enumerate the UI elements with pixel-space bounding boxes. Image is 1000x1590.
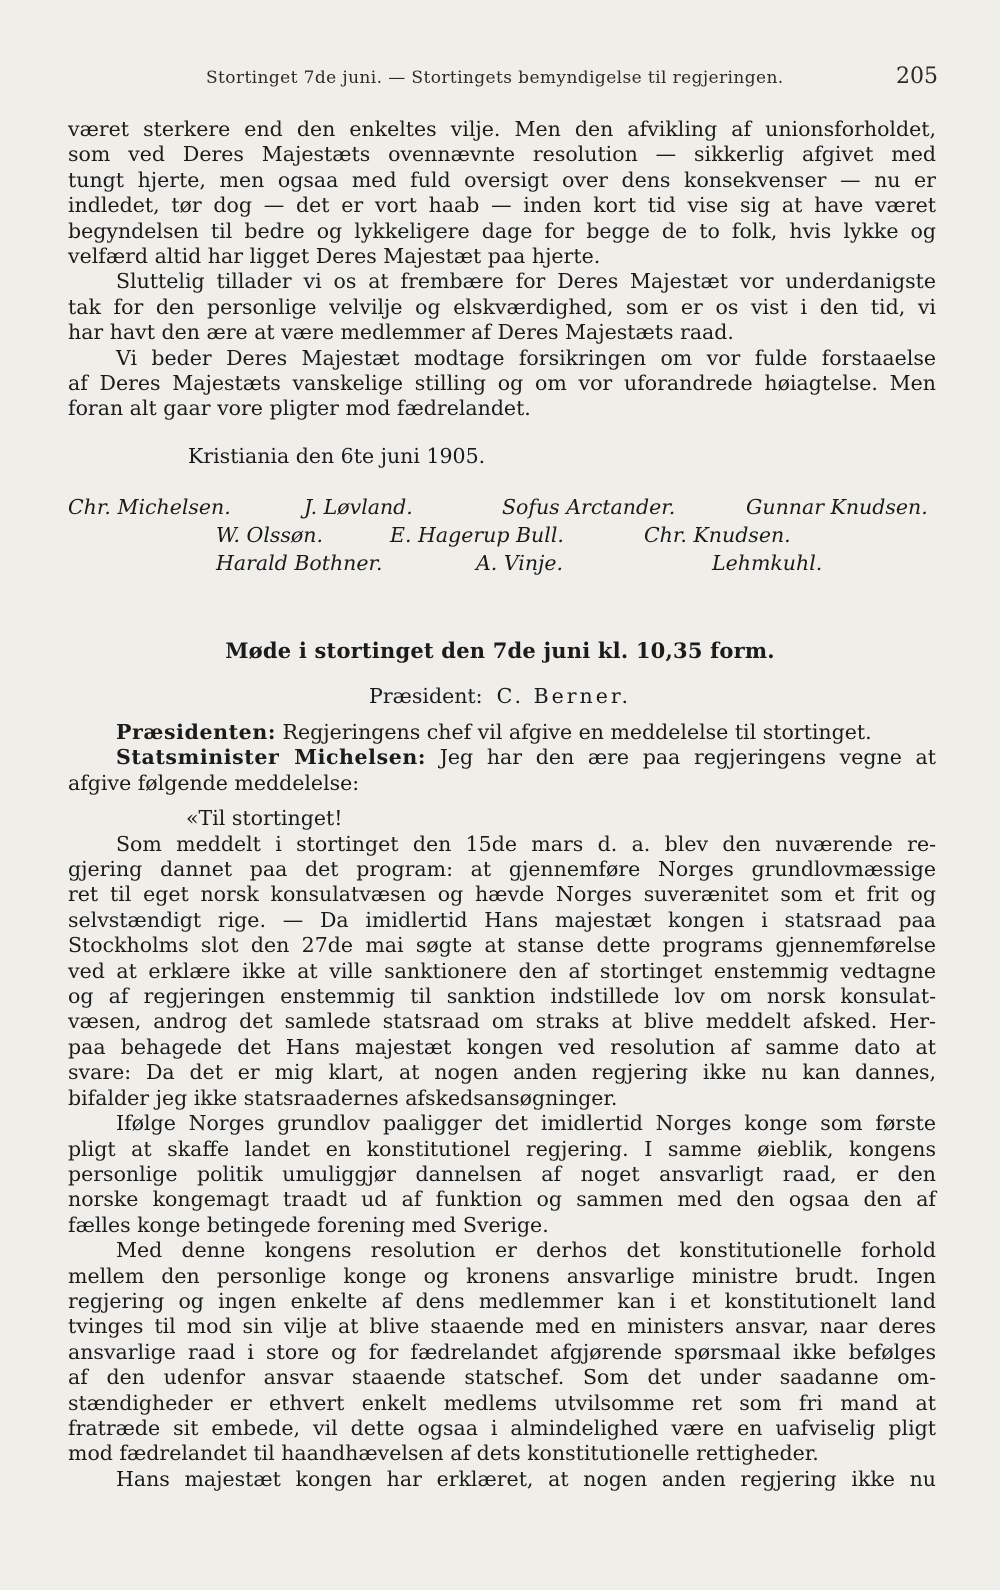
text-line: bifalder jeg ikke statsraadernes afskedsansøgninger. <box>68 1085 618 1110</box>
text-line: tungt hjerte, men ogsaa med fuld oversigt over dens konsekvenser — nu er <box>68 167 936 192</box>
text-line: foran alt gaar vore pligter mod fædrelandet. <box>68 396 531 421</box>
text-line: fratræde sit embede, vil dette ogsaa i almindelighed være en uafviselig pligt <box>68 1415 936 1440</box>
text-line: Hans majestæt kongen har erklæret, at nogen anden regjering ikke nu <box>116 1466 936 1491</box>
president-remark-line <box>68 720 936 745</box>
text-line: af den udenfor ansvar staaende statschef. Som det under saadanne om- <box>68 1365 936 1390</box>
text-line: Med denne kongens resolution er derhos det konstitutionelle forhold <box>116 1238 936 1263</box>
signature: Harald Bothner. <box>216 551 383 575</box>
pm-intro-line <box>68 745 936 770</box>
president-line <box>0 684 1000 708</box>
text-line: tvinges til mod sin vilje at blive staaende med en ministers ansvar, naar deres <box>68 1314 936 1339</box>
text-line: mellem den personlige konge og kronens ansvarlige ministre brudt. Ingen <box>68 1263 936 1288</box>
page-number: 205 <box>896 64 938 89</box>
text-line: og af regjeringen enstemmig til sanktion indstillede lov om norsk konsulat- <box>68 984 936 1009</box>
signature: A. Vinje. <box>476 551 564 575</box>
text-line: indledet, tør dog — det er vort haab — inden kort tid vise sig at have været <box>68 193 936 218</box>
text-line: har havt den ære at være medlemmer af Deres Majestæts raad. <box>68 320 734 345</box>
text-line: stændigheder er ethvert enkelt medlems utvilsomme ret som fri mand at <box>68 1390 936 1415</box>
signature: J. Løvland. <box>304 495 413 519</box>
proceedings-text <box>68 720 936 1492</box>
signature: Chr. Michelsen. <box>68 495 231 519</box>
text-line: af Deres Majestæts vanskelige stilling og om vor uforandrede høiagtelse. Men <box>68 371 936 396</box>
remark-text: Jeg har den ære paa regjeringens vegne at <box>439 745 936 770</box>
text-line: været sterkere end den enkeltes vilje. Men den afvikling af unionsforholdet, <box>68 117 936 141</box>
text-line: ved at erklære ikke at ville sanktionere den af stortinget enstemmig vedtagne <box>68 958 936 983</box>
speaker-name: Statsminister Michelsen: <box>116 745 427 770</box>
signature: W. Olssøn. <box>216 523 323 547</box>
signature: Lehmkuhl. <box>712 551 823 575</box>
running-title: Stortinget 7de juni. — Stortingets bemyndigelse til regjeringen. <box>206 68 784 88</box>
signature: Chr. Knudsen. <box>644 523 791 547</box>
president-label: Præsident: <box>369 684 483 708</box>
text-line: Ifølge Norges grundlov paaligger det imidlertid Norges konge som første <box>116 1111 936 1136</box>
signature: E. Hagerup Bull. <box>390 523 564 547</box>
text-line: Som meddelt i stortinget den 15de mars d. a. blev den nuværende re- <box>116 831 936 856</box>
text-line: paa behagede det Hans majestæt kongen ved resolution af samme dato at <box>68 1034 936 1059</box>
speaker-name: Præsidenten: <box>116 720 276 744</box>
remark-text: Regjeringens chef vil afgive en meddelelse til stortinget. <box>282 720 872 744</box>
text-line: norske kongemagt traadt ud af funktion og sammen med den ogsaa den af <box>68 1187 936 1212</box>
meeting-heading: Møde i stortinget den 7de juni kl. 10,35 form. <box>225 638 775 663</box>
text-line: Stockholms slot den 27de mai søgte at stanse dette programs gjennemførelse <box>68 933 936 958</box>
text-line: væsen, androg det samlede statsraad om straks at blive meddelt afsked. Her- <box>68 1009 936 1034</box>
text-line: Sluttelig tillader vi os at frembære for Deres Majestæt vor underdanigste <box>116 269 936 294</box>
text-line: Vi beder Deres Majestæt modtage forsikringen om vor fulde forstaaelse <box>116 345 936 370</box>
address-text <box>68 117 936 422</box>
president-name: C. Berner. <box>496 684 631 708</box>
text-line: selvstændigt rige. — Da imidlertid Hans majestæt kongen i statsraad paa <box>68 907 936 932</box>
signature: Sofus Arctander. <box>502 495 676 519</box>
text-line: tak for den personlige velvilje og elskværdighed, som er os vist i den tid, vi <box>68 294 936 319</box>
text-line: personlige politik umuliggjør dannelsen af noget ansvarligt raad, er den <box>68 1161 936 1186</box>
text-line: svare: Da det er mig klart, at nogen anden regjering ikke nu kan dannes, <box>68 1060 936 1085</box>
text-line: mod fædrelandet til haandhævelsen af dets konstitutionelle rettigheder. <box>68 1441 819 1466</box>
text-line: pligt at skaffe landet en konstitutionel regjering. I samme øieblik, kongens <box>68 1136 936 1161</box>
text-line: gjering dannet paa det program: at gjennemføre Norges grundlovmæssige <box>68 857 936 882</box>
text-line: ret til eget norsk konsulatvæsen og hævde Norges suverænitet som et frit og <box>68 882 936 907</box>
text-line: ansvarlige raad i store og for fædrelandet afgjørende spørsmaal ikke befølges <box>68 1339 936 1364</box>
text-line: som ved Deres Majestæts ovennævnte resolution — sikkerlig afgivet med <box>68 142 936 167</box>
text-line: velfærd altid har ligget Deres Majestæt paa hjerte. <box>68 244 601 269</box>
place-date: Kristiania den 6te juni 1905. <box>188 444 486 468</box>
signature: Gunnar Knudsen. <box>746 495 928 519</box>
text-line: afgive følgende meddelelse: <box>68 770 360 795</box>
text-line: regjering og ingen enkelte af dens medlemmer kan i et konstitutionelt land <box>68 1288 936 1313</box>
text-line: fælles konge betingede forening med Sverige. <box>68 1212 549 1237</box>
text-line: begyndelsen til bedre og lykkeligere dage for begge de to folk, hvis lykke og <box>68 218 936 243</box>
greeting-line: «Til stortinget! <box>186 806 343 831</box>
running-head <box>0 64 1000 96</box>
